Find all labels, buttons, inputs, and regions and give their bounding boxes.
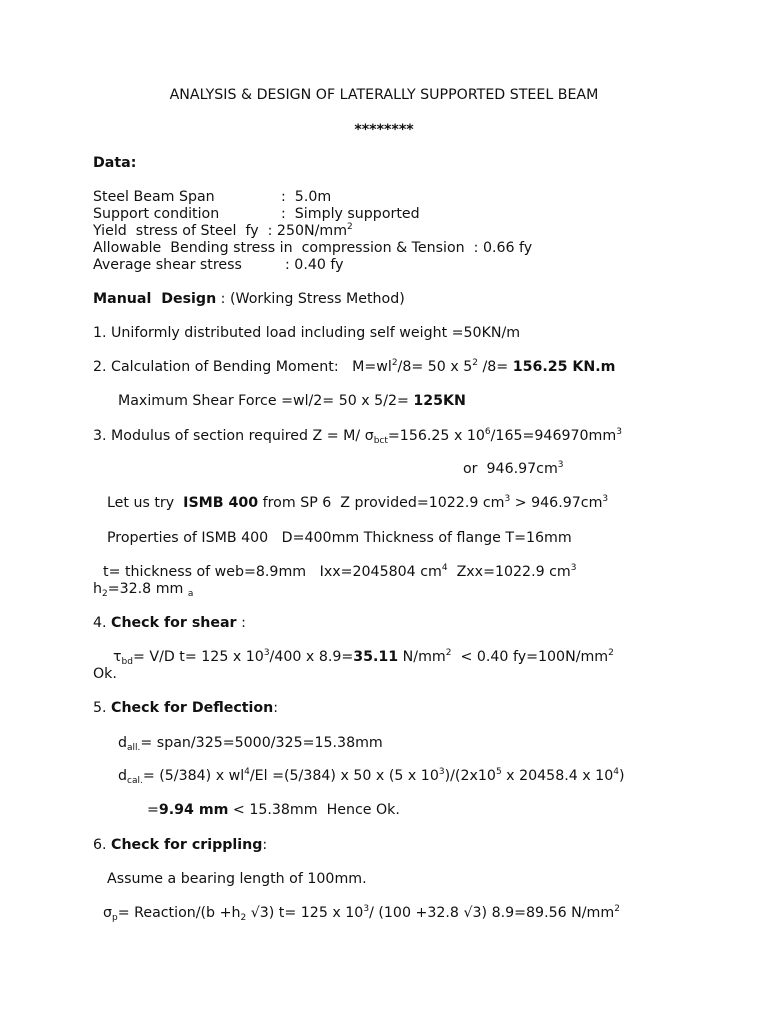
document-title: ANALYSIS & DESIGN OF LATERALLY SUPPORTED STEEL BEAM (169, 87, 599, 103)
manual-design-line: Manual Design : (Working Stress Method) (93, 291, 405, 307)
step-2-bending-moment: 2. Calculation of Bending Moment: $M=wl^2/8= 50$ x $5^2$ /8= 156.25 KN.m (93, 358, 616, 375)
properties-line-2: t= thickness of web=8.9mm Ixx=2045804 $cm^4$ Zxx=1022.9 $cm^3$ (103, 563, 577, 580)
step-6-heading: 6. Check for crippling: (93, 837, 268, 853)
step-5-result: =9.94 mm < 15.38mm Hence Ok. (147, 802, 400, 818)
span-row: Steel Beam Span : 5.0m (93, 189, 332, 205)
step-5-allowable-deflection: $d_{all.}=$ span/325=5000/325=15.38mm (118, 735, 383, 753)
step-3-modulus: 3. Modulus of section required Z = M/ $\sigma_{bct}=156.25$ x $10^6/165=946970mm^3$ (93, 427, 622, 446)
step-3-or: or $946.97cm^3$ (463, 460, 564, 477)
allowable-row: Allowable Bending stress in compression & Tension : 0.66 fy (93, 240, 533, 256)
step-5-calculated-deflection: $d_{cal.}= (5/384)$ x $wl^4/El =(5/384)$ x 50 x (5 x $10^3)/(2x10^5$ x 20458.4 x $10^4$) (118, 767, 625, 786)
shear-stress-row: Average shear stress : 0.40 fy (93, 257, 344, 273)
data-heading: Data: (93, 155, 137, 171)
step-4-ok: Ok. (93, 666, 117, 682)
step-4-heading: 4. Check for shear : (93, 615, 246, 631)
properties-line-3: $h_2=32.8$ mm $_a$ (93, 581, 194, 599)
step-1: 1. Uniformly distributed load including self weight =50KN/m (93, 325, 521, 341)
step-6-assumption: Assume a bearing length of 100mm. (107, 871, 367, 887)
step-5-heading: 5. Check for Deflection: (93, 700, 279, 716)
support-row: Support condition : Simply supported (93, 206, 420, 222)
step-4-calculation: $\tau_{bd}= V/D$ t= 125 x $10^3/400$ x 8.9=35.11 $N/mm^2 < 0.40$ $fy=100N/mm^2$ (113, 648, 614, 667)
properties-line-1: Properties of ISMB 400 D=400mm Thickness of flange T=16mm (107, 530, 572, 546)
step-6-crippling-stress: $\sigma_p=$ Reaction/(b $+h_2$ √3) t= 125 x $10^3/$ (100 +32.8 √3) 8.9=89.56 $N/mm^2$ (103, 904, 620, 923)
step-2-shear-force: Maximum Shear Force =wl/2= 50 x 5/2= 125KN (118, 393, 466, 409)
separator-stars: ******** (354, 122, 414, 138)
trial-section: Let us try ISMB 400 from SP 6 Z provided=1022.9 $cm^3 > 946.97cm^3$ (107, 494, 609, 511)
yield-row: Yield stress of Steel fy : $250N/mm^2$ (93, 222, 353, 239)
